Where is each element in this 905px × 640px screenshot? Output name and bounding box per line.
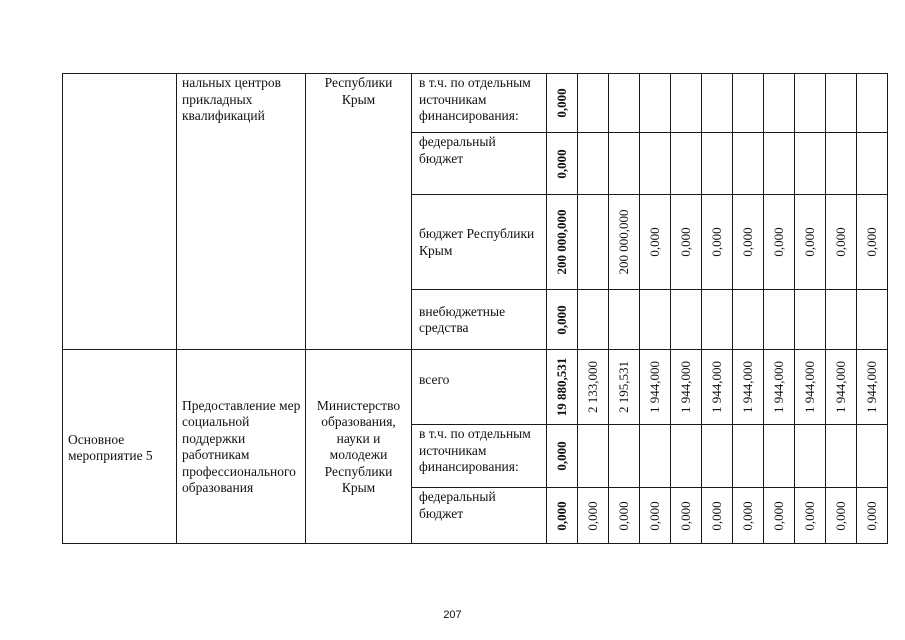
year-cell: 0,000 [826,195,857,290]
measure-name-cell: Предоставление мер социальной поддержки работникам профессионального образования [177,350,306,544]
year-cell [640,425,671,488]
executor-cell: Республики Крым [306,74,412,350]
year-cell [671,290,702,350]
year-cell: 1 944,000 [764,350,795,425]
year-cell: 0,000 [578,488,609,544]
year-cell [733,425,764,488]
year-cell: 0,000 [702,488,733,544]
year-cell: 0,000 [640,488,671,544]
year-cell: 0,000 [795,488,826,544]
funding-source-cell: в т.ч. по отдельным источникам финансирования: [412,425,547,488]
year-cell: 0,000 [764,488,795,544]
year-cell: 1 944,000 [671,350,702,425]
year-cell [640,133,671,195]
year-cell: 0,000 [609,488,640,544]
funding-source-cell: бюджет Республики Крым [412,195,547,290]
year-cell [578,425,609,488]
year-cell [764,133,795,195]
year-cell [826,290,857,350]
year-cell [671,425,702,488]
year-cell: 0,000 [671,488,702,544]
total-cell: 200 000,000 [547,195,578,290]
year-cell: 1 944,000 [733,350,764,425]
year-cell: 1 944,000 [826,350,857,425]
year-cell: 0,000 [640,195,671,290]
year-cell [609,133,640,195]
year-cell [733,74,764,133]
year-cell [578,290,609,350]
page-number: 207 [443,609,462,621]
year-cell [857,74,888,133]
year-cell [764,290,795,350]
year-cell: 1 944,000 [640,350,671,425]
year-cell: 0,000 [857,488,888,544]
year-cell: 0,000 [764,195,795,290]
year-cell: 0,000 [702,195,733,290]
year-cell [702,290,733,350]
table-row [63,350,888,425]
year-cell [857,290,888,350]
funding-source-cell: в т.ч. по отдельным источникам финансирования: [412,74,547,133]
year-cell [609,290,640,350]
year-cell [578,74,609,133]
year-cell: 0,000 [826,488,857,544]
year-cell: 0,000 [671,195,702,290]
year-cell [795,290,826,350]
year-cell: 0,000 [733,195,764,290]
year-cell [702,425,733,488]
year-cell [826,133,857,195]
year-cell [826,74,857,133]
year-cell [578,133,609,195]
year-cell: 0,000 [733,488,764,544]
measure-name-cell: нальных центров прикладных квалификаций [177,74,306,350]
total-cell: 0,000 [547,74,578,133]
year-cell [733,290,764,350]
year-cell: 1 944,000 [702,350,733,425]
total-cell: 0,000 [547,425,578,488]
year-cell [764,74,795,133]
year-cell [826,425,857,488]
year-cell [640,290,671,350]
year-cell [609,74,640,133]
year-cell [671,133,702,195]
total-cell: 19 880,531 [547,350,578,425]
year-cell: 1 944,000 [857,350,888,425]
year-cell: 0,000 [857,195,888,290]
budget-table [62,73,888,544]
year-cell: 2 133,000 [578,350,609,425]
year-cell [702,74,733,133]
year-cell [733,133,764,195]
total-cell: 0,000 [547,290,578,350]
year-cell: 1 944,000 [795,350,826,425]
year-cell [795,74,826,133]
year-cell [764,425,795,488]
year-cell [795,425,826,488]
event-label-cell: Основное мероприятие 5 [63,350,177,544]
year-cell: 200 000,000 [609,195,640,290]
funding-source-cell: федеральный бюджет [412,133,547,195]
year-cell [795,133,826,195]
total-cell: 0,000 [547,133,578,195]
year-cell [857,133,888,195]
year-cell [702,133,733,195]
funding-source-cell: федеральный бюджет [412,488,547,544]
table-row [63,74,888,133]
year-cell [671,74,702,133]
year-cell [609,425,640,488]
year-cell [578,195,609,290]
year-cell [640,74,671,133]
funding-source-cell: внебюджетные средства [412,290,547,350]
executor-cell: Министерство образования, науки и молодежи Республики Крым [306,350,412,544]
funding-source-cell: всего [412,350,547,425]
row-label-cell [63,74,177,350]
year-cell: 2 195,531 [609,350,640,425]
total-cell: 0,000 [547,488,578,544]
year-cell [857,425,888,488]
year-cell: 0,000 [795,195,826,290]
